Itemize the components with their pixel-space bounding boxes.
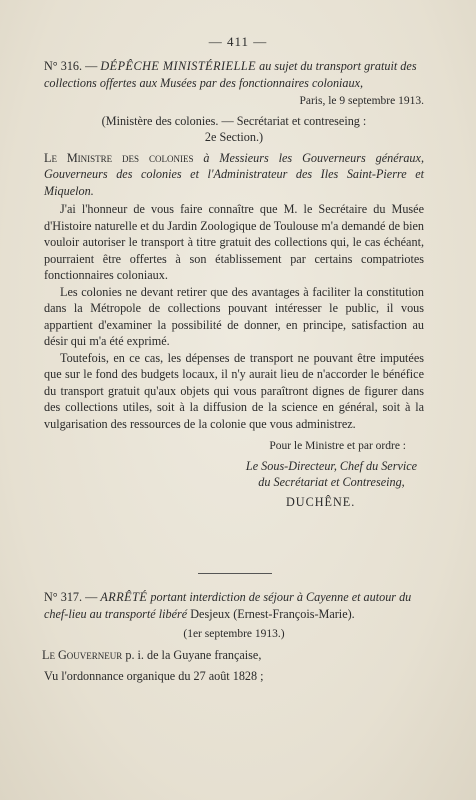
doc317-vu: Vu l'ordonnance organique du 27 août 1828 ;: [44, 669, 264, 683]
doc316-number: N° 316. —: [44, 59, 98, 73]
doc317-title-rest: portant interdiction de séjour à Cayenne et autour du chef-lieu au transporté libéré: [44, 590, 412, 621]
doc316-paragraph-3: Toutefois, en ce cas, les dépenses de transport ne pouvant être imputées que sur le fond des budgets locaux, il n'y aurait lieu de n'accorder le bénéfice du transport gratuit qu'aux objets qui vous paraîtront dignes de figurer dans des collections utiles, soit à la diffusion de la science en général, soit à la vulgarisation des ressources de la colonie que vous administrez.: [44, 350, 424, 431]
doc316-office-line2: 2e Section.): [204, 130, 264, 144]
doc316-addressee: [44, 150, 424, 200]
doc317-person: Desjeux (Ernest-François-Marie).: [190, 606, 355, 621]
doc316-title-caps: DÉPÊCHE MINISTÉRIELLE: [100, 59, 257, 73]
doc316-paragraph-2: Les colonies ne devant retirer que des avantages à faciliter la constitution dans la Métropole de collections pouvant intéresser le public, il vous appartient d'examiner la possibilité de donner, en principe, satisfaction au désir qui m'a été exprimé.: [44, 284, 424, 348]
doc317-heading: [44, 589, 424, 622]
doc316-signature-title: Le Sous-Directeur, Chef du Service du Secrétariat et Contreseing,: [245, 458, 418, 489]
doc317-title-caps: ARRÊTÉ: [100, 590, 148, 604]
doc317-governor-rest: p. i. de la Guyane française,: [125, 647, 262, 662]
page-number: — 411 —: [208, 34, 268, 49]
doc316-addressee-recipients: à Messieurs les Gouverneurs généraux, Gouverneurs des colonies et l'Administrateur des Iles Saint-Pierre et Miquelon.: [44, 150, 424, 198]
doc316-signature-name: DUCHÊNE.: [286, 494, 356, 509]
doc317-date: (1er septembre 1913.): [183, 628, 285, 640]
doc316-signature-order: Pour le Ministre et par ordre :: [269, 440, 406, 452]
document-316: [44, 58, 424, 510]
doc317-number: N° 317. —: [44, 590, 98, 604]
doc317-governor: [44, 647, 424, 664]
doc316-title-rest: au sujet du transport gratuit des collections offertes aux Musées par des fonctionnaires coloniaux,: [44, 59, 417, 90]
doc316-heading: [44, 58, 424, 91]
document-317: [44, 589, 424, 685]
doc316-paragraph-1: J'ai l'honneur de vous faire connaître que M. le Secrétaire du Musée d'Histoire naturelle et du Jardin Zoologique de Toulouse m'a demandé de bien vouloir autoriser le transport à titre gratuit des collections qui, le cas échéant, pourraient être offertes à son établissement par certains compatriotes fonctionnaires coloniaux.: [44, 202, 425, 282]
doc316-date: Paris, le 9 septembre 1913.: [299, 95, 424, 107]
doc316-addressee-sender: Le Ministre des colonies: [44, 150, 194, 165]
doc316-office-line1: (Ministère des colonies. — Secrétariat et contreseing :: [101, 113, 367, 128]
doc317-governor-title: Le Gouverneur: [42, 647, 123, 662]
section-divider: [198, 573, 272, 574]
